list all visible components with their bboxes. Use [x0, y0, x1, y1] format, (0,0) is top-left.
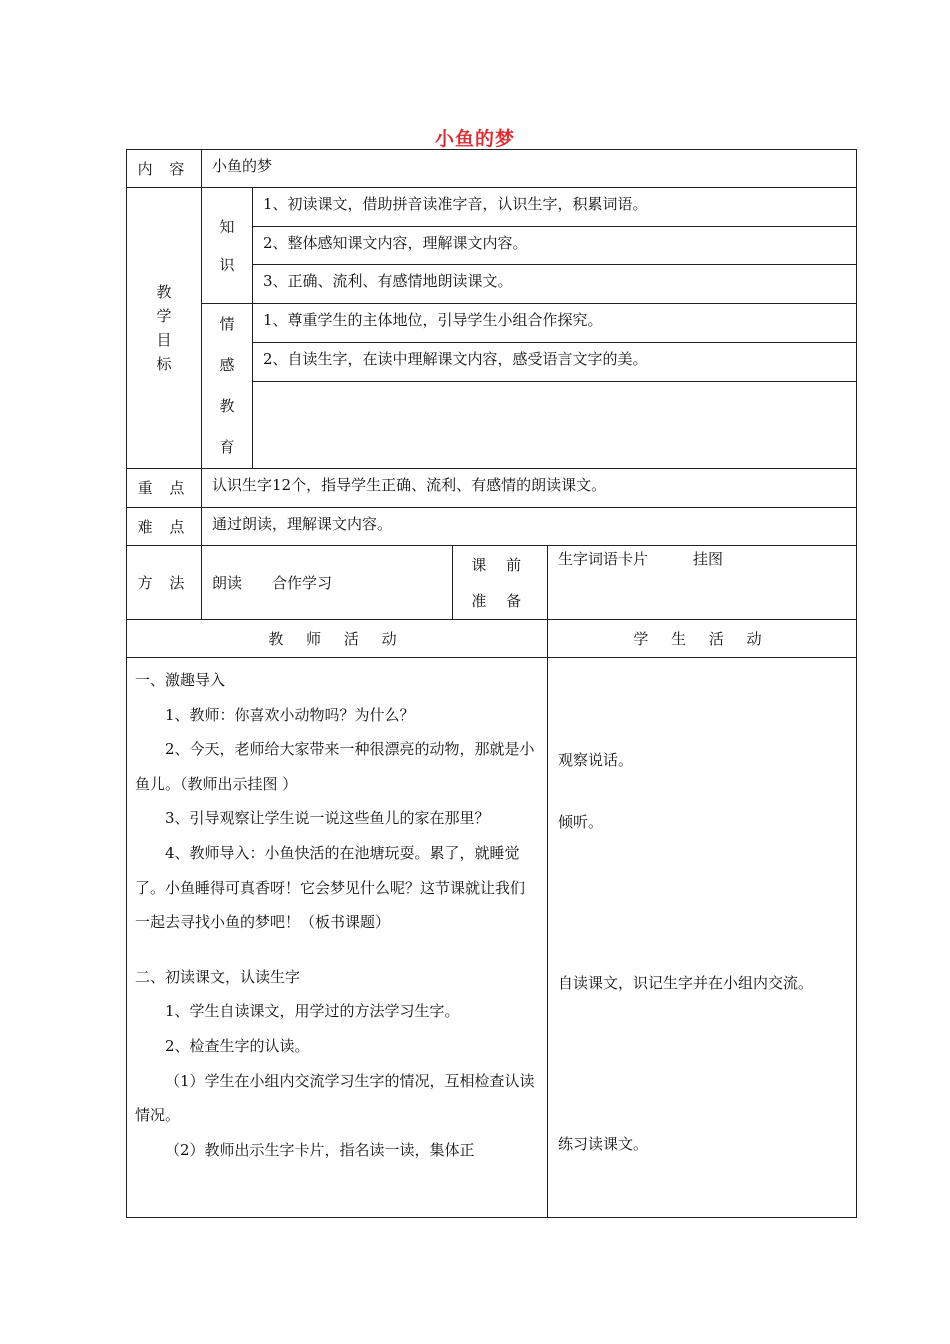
key-point-label: 重 点 [127, 469, 202, 508]
section-heading: 二、初读课文，认读生字 [135, 967, 301, 986]
page-title: 小鱼的梦 [434, 128, 515, 150]
preparation-label-line1: 课 前 [471, 555, 529, 574]
knowledge-item: 1、初读课文，借助拼音读准字音，认识生字，积累词语。 [253, 188, 857, 227]
preparation-label [453, 546, 548, 620]
student-activity: 练习读课文。 [558, 1135, 649, 1153]
lesson-plan-table [126, 149, 857, 1218]
activity-line: 2、检查生字的认读。 [165, 1036, 310, 1055]
knowledge-label-text: 知识 [219, 217, 235, 274]
method-label: 方 法 [127, 546, 202, 620]
knowledge-label [202, 188, 253, 304]
knowledge-item: 2、整体感知课文内容，理解课文内容。 [253, 227, 857, 265]
difficulty-value: 通过朗读，理解课文内容。 [202, 508, 857, 546]
activity-line: （1）学生在小组内交流学习生字的情况，互相检查认读情况。 [135, 1071, 535, 1125]
activity-line: 4、教师导入：小鱼快活的在池塘玩耍。累了，就睡觉了。小鱼睡得可真香呀！它会梦见什么呢？这节课就让我们一起去寻找小鱼的梦吧！（板书课题） [135, 843, 526, 932]
emotion-label [202, 304, 253, 469]
student-activity-header: 学 生 活 动 [548, 620, 857, 658]
key-point-value: 认识生字12个，指导学生正确、流利、有感情的朗读课文。 [202, 469, 857, 508]
student-activity: 观察说话。 [558, 751, 634, 769]
teaching-goals-label [127, 188, 202, 469]
preparation-value: 生字词语卡片 挂图 [548, 546, 857, 620]
knowledge-item: 3、正确、流利、有感情地朗读课文。 [253, 265, 857, 304]
difficulty-label: 难 点 [127, 508, 202, 546]
student-activity: 倾听。 [558, 813, 604, 831]
teacher-activity-header: 教 师 活 动 [127, 620, 548, 658]
content-label: 内 容 [127, 150, 202, 188]
activity-line: 1、教师：你喜欢小动物吗？为什么？ [165, 705, 415, 724]
section-heading: 一、激趣导入 [135, 671, 226, 689]
preparation-label-line2: 准 备 [471, 591, 529, 610]
activity-line: 1、学生自读课文，用学过的方法学习生字。 [165, 1002, 460, 1021]
content-row [127, 150, 857, 188]
emotion-item: 2、自读生字，在读中理解课文内容，感受语言文字的美。 [253, 342, 857, 381]
student-activity: 自读课文，识记生字并在小组内交流。 [558, 974, 814, 992]
emotion-item [253, 381, 857, 468]
activity-line: 3、引导观察让学生说一说这些鱼儿的家在那里？ [165, 809, 490, 828]
activity-line: 2、今天，老师给大家带来一种很漂亮的动物，那就是小鱼儿。（教师出示挂图 ） [135, 740, 535, 793]
teacher-activities [127, 658, 548, 1218]
emotion-label-text: 情感教育 [219, 315, 235, 456]
spacer-line [135, 940, 539, 960]
content-value: 小鱼的梦 [202, 150, 857, 188]
emotion-item: 1、尊重学生的主体地位，引导学生小组合作探究。 [253, 304, 857, 343]
goals-label-text: 教学目标 [156, 283, 172, 373]
student-activities [548, 658, 857, 1218]
method-value: 朗读 合作学习 [202, 546, 453, 620]
activity-line: （2）教师出示生字卡片，指名读一读，集体正 [165, 1140, 475, 1159]
